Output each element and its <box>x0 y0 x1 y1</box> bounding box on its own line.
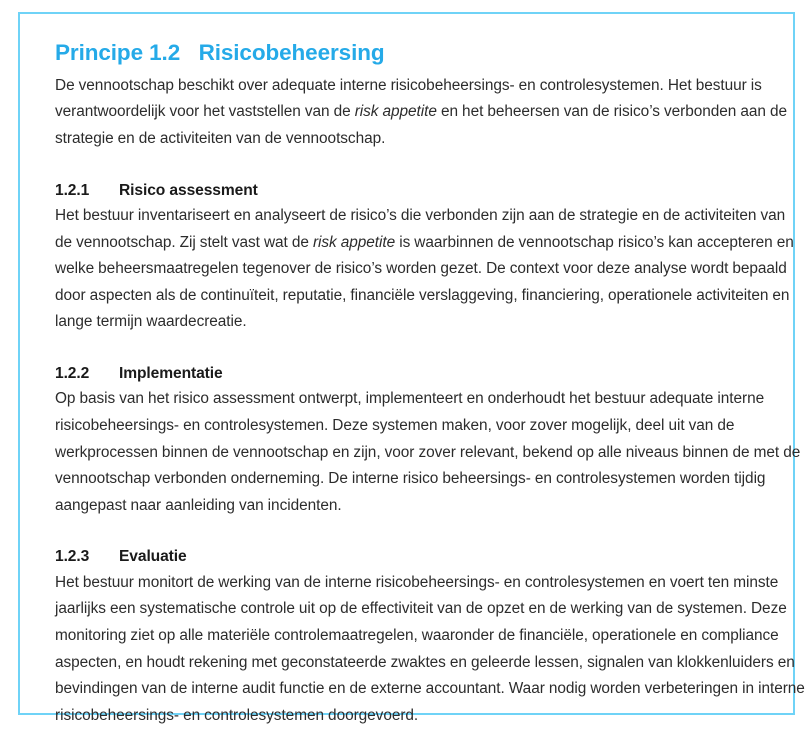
section-1-2-2 <box>55 362 805 519</box>
section-1-2-3-paragraph <box>55 570 805 729</box>
section-1-2-3 <box>55 545 805 729</box>
section-1-2-1-text-2: is waarbinnen de vennootschap risico’s kan accepteren en welke beheersmaatregelen tegenover de risico’s worden gezet. De context voor deze analyse wordt bepaald door aspecten als de continuïteit, reputatie, financiële verslaggeving, financiering, operationele activiteiten en lange termijn waardecreatie. <box>55 233 794 331</box>
section-1-2-3-heading <box>55 545 805 568</box>
principle-intro-emphasis: risk appetite <box>354 103 437 121</box>
principle-intro-paragraph <box>55 73 805 153</box>
section-1-2-1-heading <box>55 179 805 202</box>
section-1-2-3-text-1: Het bestuur monitort de werking van de interne risicobeheersings- en controlesystemen en voert ten minste jaarlijks een systematische controle uit op de effectiviteit van de opzet en de werking van de systemen. Deze monitoring ziet op alle materiële controlemaatregelen, waaronder de financiële, operationele en compliance aspecten, en houdt rekening met geconstateerde zwaktes en geleerde lessen, signalen van klokkenluiders en bevindingen van de interne audit functie en de externe accountant. Waar nodig worden verbeteringen in interne risicobeheersings- en controlesystemen doorgevoerd. <box>55 573 805 724</box>
principle-intro-text-1: De vennootschap beschikt over adequate interne risicobeheersings- en controlesystemen. Het bestuur is verantwoordelijk voor het vaststellen van de <box>55 76 762 121</box>
section-1-2-2-text-1: Op basis van het risico assessment ontwerpt, implementeert en onderhoudt het bestuur adequate interne risicobeheersings- en controlesystemen. Deze systemen maken, voor zover mogelijk, deel uit van de werkprocessen binnen de vennootschap en zijn, voor zover relevant, bekend op alle niveaus binnen de met de vennootschap verbonden onderneming. De interne risico beheersings- en controlesystemen worden tijdig aangepast naar aanleiding van incidenten. <box>55 390 801 514</box>
principle-box <box>18 12 805 724</box>
section-1-2-2-paragraph <box>55 386 805 519</box>
section-1-2-1-number: 1.2.1 <box>55 181 90 199</box>
page-title: Principe 1.2 Risicobeheersing <box>55 40 385 65</box>
section-1-2-1-paragraph <box>55 203 805 336</box>
section-1-2-3-number: 1.2.3 <box>55 548 90 566</box>
section-1-2-1-title: Risico assessment <box>119 181 258 199</box>
section-1-2-2-number: 1.2.2 <box>55 365 90 383</box>
section-1-2-1-emphasis: risk appetite <box>312 233 396 251</box>
principle-intro-text-2: en het beheersen van de risico’s verbonden aan de strategie en de activiteiten van de vennootschap. <box>55 103 787 148</box>
principle-content <box>55 40 805 729</box>
section-1-2-3-title: Evaluatie <box>119 548 187 566</box>
section-1-2-1 <box>55 179 805 336</box>
section-1-2-2-heading <box>55 362 805 385</box>
section-1-2-1-text-1: Het bestuur inventariseert en analyseert de risico’s die verbonden zijn aan de strategie en de activiteiten van de vennootschap. Zij stelt vast wat de <box>55 207 786 251</box>
section-1-2-2-title: Implementatie <box>119 365 223 383</box>
